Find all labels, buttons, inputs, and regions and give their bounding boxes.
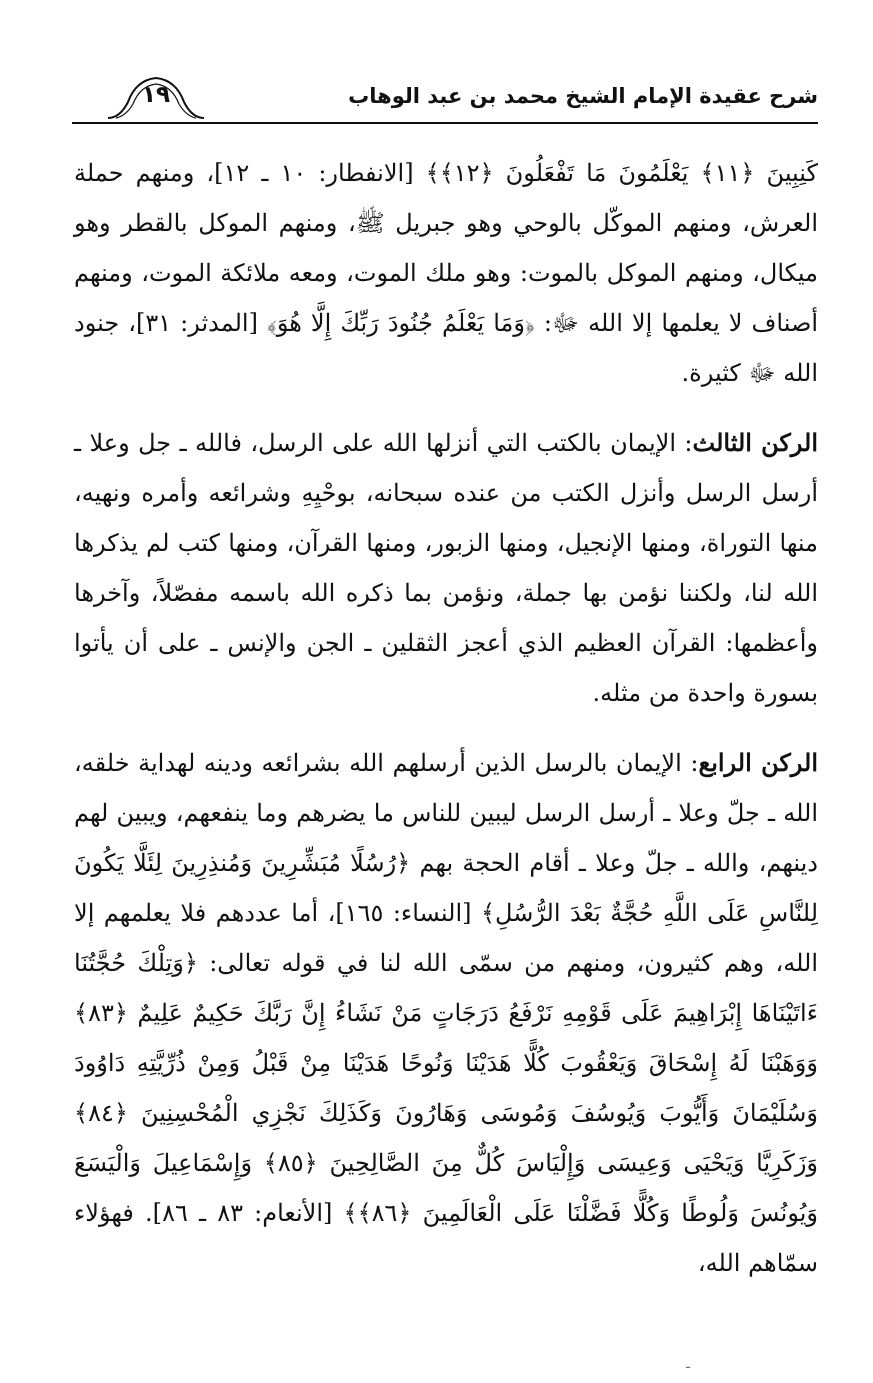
third-pillar-text: : الإيمان بالكتب التي أنزلها الله على الرسل، فالله ـ جل وعلا ـ أرسل الرسل وأنزل الكتب من عنده سبحانه، بوحْيِهِ وشرائعه وأمره ونهيه، منها التوراة، ومنها الإنجيل، ومنها الزبور، ومنها القرآن، ومنها كتب لم يذكرها الله لنا، ولكننا نؤمن بها جملة، ونؤمن بما ذكره الله باسمه مفصّلاً، وآخرها وأعظمها: القرآن العظيم الذي أعجز الثقلين ـ الجن والإنس ـ على أن يأتوا بسورة واحدة من مثله. bbox=[74, 429, 818, 707]
fourth-pillar-heading: الركن الرابع bbox=[698, 748, 818, 777]
book-title: شرح عقيدة الإمام الشيخ محمد بن عبد الوهاب bbox=[348, 84, 818, 108]
third-pillar-heading: الركن الثالث bbox=[692, 428, 819, 457]
paragraph-fourth-pillar bbox=[74, 738, 818, 1288]
fourth-pillar-text: : الإيمان بالرسل الذين أرسلهم الله بشرائعه ودينه لهداية خلقه، الله ـ جلّ وعلا ـ أرسل الرسل ليبين للناس ما يضرهم وما ينفعهم، ويبين لهم دينهم، والله ـ جلّ وعلا ـ أقام الحجة بهم ﴿رُسُلًا مُبَشِّرِينَ وَمُنذِرِينَ لِئَلَّا يَكُونَ لِلنَّاسِ عَلَى اللَّهِ حُجَّةٌ بَعْدَ الرُّسُلِ﴾ [النساء: ١٦٥]، أما عددهم فلا يعلمهم إلا الله، وهم كثيرون، ومنهم من سمّى الله لنا في قوله تعالى: ﴿وَتِلْكَ حُجَّتُنَا ءَاتَيْنَاهَا إِبْرَاهِيمَ عَلَى قَوْمِهِ نَرْفَعُ دَرَجَاتٍ مَنْ نَشَاءُ إِنَّ رَبَّكَ حَكِيمٌ عَلِيمٌ ﴿٨٣﴾ وَوَهَبْنَا لَهُ إِسْحَاقَ وَيَعْقُوبَ كُلًّا هَدَيْنَا وَنُوحًا هَدَيْنَا مِنْ قَبْلُ وَمِنْ ذُرِّيَّتِهِ دَاوُودَ وَسُلَيْمَانَ وَأَيُّوبَ وَيُوسُفَ وَمُوسَى وَهَارُونَ وَكَذَلِكَ نَجْزِي الْمُحْسِنِينَ ﴿٨٤﴾ وَزَكَرِيَّا وَيَحْيَى وَعِيسَى وَإِلْيَاسَ كُلٌّ مِنَ الصَّالِحِينَ ﴿٨٥﴾ وَإِسْمَاعِيلَ وَالْيَسَعَ وَيُونُسَ وَلُوطًا وَكُلًّا فَضَّلْنَا عَلَى الْعَالَمِينَ ﴿٨٦﴾﴾ [الأنعام: ٨٣ ـ ٨٦]. فهؤلاء سمّاهم الله، bbox=[74, 749, 819, 1277]
page-number-badge bbox=[106, 72, 206, 120]
paragraph-third-pillar bbox=[74, 418, 818, 718]
header-divider bbox=[72, 122, 818, 124]
page-number: ١٩ bbox=[141, 82, 171, 108]
footer-mark: ـ bbox=[686, 1356, 691, 1372]
paragraph-angels: كَنِبِينَ ﴿١١﴾ يَعْلَمُونَ مَا تَفْعَلُونَ ﴿١٢﴾﴾ [الانفطار: ١٠ ـ ١٢]، ومنهم حملة العرش، ومنهم الموكّل بالوحي وهو جبريل ﷺ، ومنهم الموكل بالقطر وهو ميكال، ومنهم الموكل بالموت: وهو ملك الموت، ومعه ملائكة الموت، ومنهم أصناف لا يعلمها إلا الله ﷻ: ﴿وَمَا يَعْلَمُ جُنُودَ رَبِّكَ إِلَّا هُوَ﴾ [المدثر: ٣١]، جنود الله ﷻ كثيرة. bbox=[74, 159, 819, 387]
running-header bbox=[72, 70, 818, 128]
main-text bbox=[74, 148, 818, 1288]
